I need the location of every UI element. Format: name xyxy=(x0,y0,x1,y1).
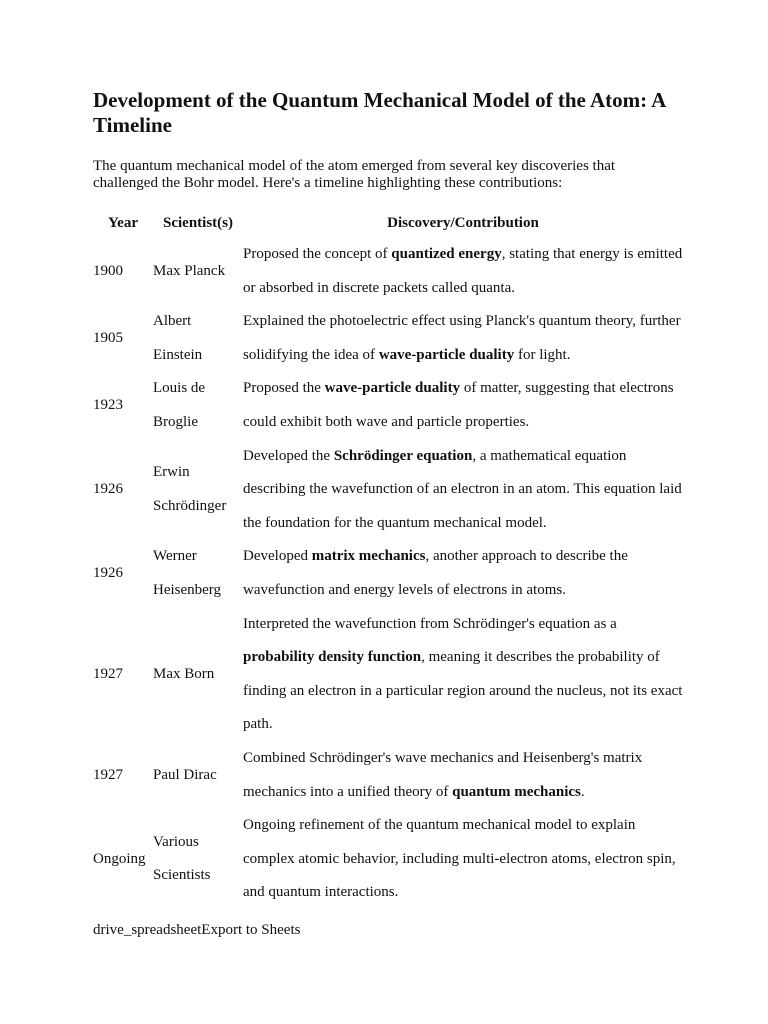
scientist-name-line: Broglie xyxy=(153,413,198,430)
discovery-text: Interpreted the wavefunction from Schrödinger's equation as a xyxy=(243,615,617,632)
row-scientist xyxy=(153,372,243,439)
discovery-key-term: quantum mechanics xyxy=(452,783,581,800)
row-discovery xyxy=(243,372,683,439)
table-row xyxy=(93,372,683,439)
table-row xyxy=(93,305,683,372)
discovery-text-tail: , a mathematical equation describing the wavefunction of an electron in an atom. This equation laid the foundation for the quantum mechanical model. xyxy=(243,447,682,531)
discovery-key-term: matrix mechanics xyxy=(311,548,426,565)
discovery-text: Proposed the xyxy=(243,380,325,397)
row-scientist xyxy=(153,742,243,809)
header-scientist: Scientist(s) xyxy=(163,214,233,231)
scientist-name-line: Schrödinger xyxy=(153,497,227,514)
row-discovery xyxy=(243,238,683,305)
discovery-key-term: probability density function xyxy=(243,649,422,666)
table-row xyxy=(93,608,683,742)
discovery-key-term: quantized energy xyxy=(391,246,502,262)
discovery-key-term: wave-particle duality xyxy=(324,380,461,397)
row-year: 1927 xyxy=(93,766,123,783)
discovery-text: Proposed the concept of xyxy=(243,246,392,262)
table-row xyxy=(93,440,683,541)
scientist-name-line: Einstein xyxy=(153,346,203,363)
row-discovery xyxy=(243,608,683,742)
scientist-name-line: Louis de xyxy=(153,380,206,397)
page-title: Development of the Quantum Mechanical Model of the Atom: A Timeline xyxy=(93,88,666,137)
row-discovery xyxy=(243,305,683,372)
row-scientist xyxy=(153,608,243,742)
header-discovery: Discovery/Contribution xyxy=(387,214,539,231)
scientist-name-line: Paul Dirac xyxy=(153,766,217,783)
discovery-text-tail: . xyxy=(580,783,585,800)
discovery-text-tail: of matter, suggesting that electrons could exhibit both wave and particle properties. xyxy=(243,380,674,430)
discovery-text: Developed the xyxy=(243,447,334,464)
row-discovery xyxy=(243,440,683,541)
discovery-text: Ongoing refinement of the quantum mechanical model to explain complex atomic behavior, including multi-electron atoms, electron spin, and quantum interactions. xyxy=(243,817,676,901)
scientist-name-line: Various xyxy=(153,833,199,850)
row-scientist xyxy=(153,305,243,372)
discovery-text-tail: , another approach to describe the wavefunction and energy levels of electrons in atoms. xyxy=(243,548,628,598)
export-label: Export to Sheets xyxy=(201,921,301,938)
scientist-name-line: Albert xyxy=(153,313,192,330)
table-header-row xyxy=(93,208,683,238)
row-year: 1926 xyxy=(93,565,123,582)
discovery-text: Explained the photoelectric effect using Planck's quantum theory, further solidifying the idea of xyxy=(243,313,681,363)
discovery-text: Developed xyxy=(243,548,312,565)
row-year: 1926 xyxy=(93,481,123,498)
row-scientist xyxy=(153,440,243,541)
intro-paragraph: The quantum mechanical model of the atom emerged from several key discoveries that challenged the Bohr model. Here's a timeline highlighting these contributions: xyxy=(93,158,616,191)
table-row xyxy=(93,809,683,910)
row-discovery xyxy=(243,809,683,910)
spreadsheet-icon: drive_spreadsheet xyxy=(93,921,202,938)
timeline-table xyxy=(93,208,683,910)
row-scientist xyxy=(153,809,243,910)
row-year: 1923 xyxy=(93,397,123,414)
discovery-key-term: Schrödinger equation xyxy=(333,447,473,464)
discovery-text-tail: for light. xyxy=(514,346,571,363)
table-row xyxy=(93,742,683,809)
discovery-key-term: wave-particle duality xyxy=(378,346,515,363)
scientist-name-line: Werner xyxy=(153,548,197,565)
header-year: Year xyxy=(108,214,138,231)
table-row xyxy=(93,540,683,607)
table-body xyxy=(93,238,683,910)
table-row xyxy=(93,238,683,305)
row-year: 1927 xyxy=(93,665,123,682)
scientist-name-line: Scientists xyxy=(153,867,211,884)
export-to-sheets-link[interactable] xyxy=(93,922,683,939)
discovery-text-tail: , meaning it describes the probability of finding an electron in a particular region around the nucleus, not its exact path. xyxy=(243,649,683,733)
row-year: 1905 xyxy=(93,329,123,346)
row-discovery xyxy=(243,742,683,809)
row-discovery xyxy=(243,540,683,607)
row-scientist xyxy=(153,238,243,305)
discovery-text: Combined Schrödinger's wave mechanics and Heisenberg's matrix mechanics into a unified theory of xyxy=(243,749,643,800)
document-page xyxy=(93,88,683,939)
scientist-name-line: Max Born xyxy=(153,665,215,682)
scientist-name-line: Erwin xyxy=(153,464,190,481)
scientist-name-line: Max Planck xyxy=(153,262,226,279)
row-year: Ongoing xyxy=(93,850,146,867)
row-year: 1900 xyxy=(93,262,123,279)
discovery-text-tail: , stating that energy is emitted or absorbed in discrete packets called quanta. xyxy=(243,246,683,296)
scientist-name-line: Heisenberg xyxy=(153,581,222,598)
row-scientist xyxy=(153,540,243,607)
